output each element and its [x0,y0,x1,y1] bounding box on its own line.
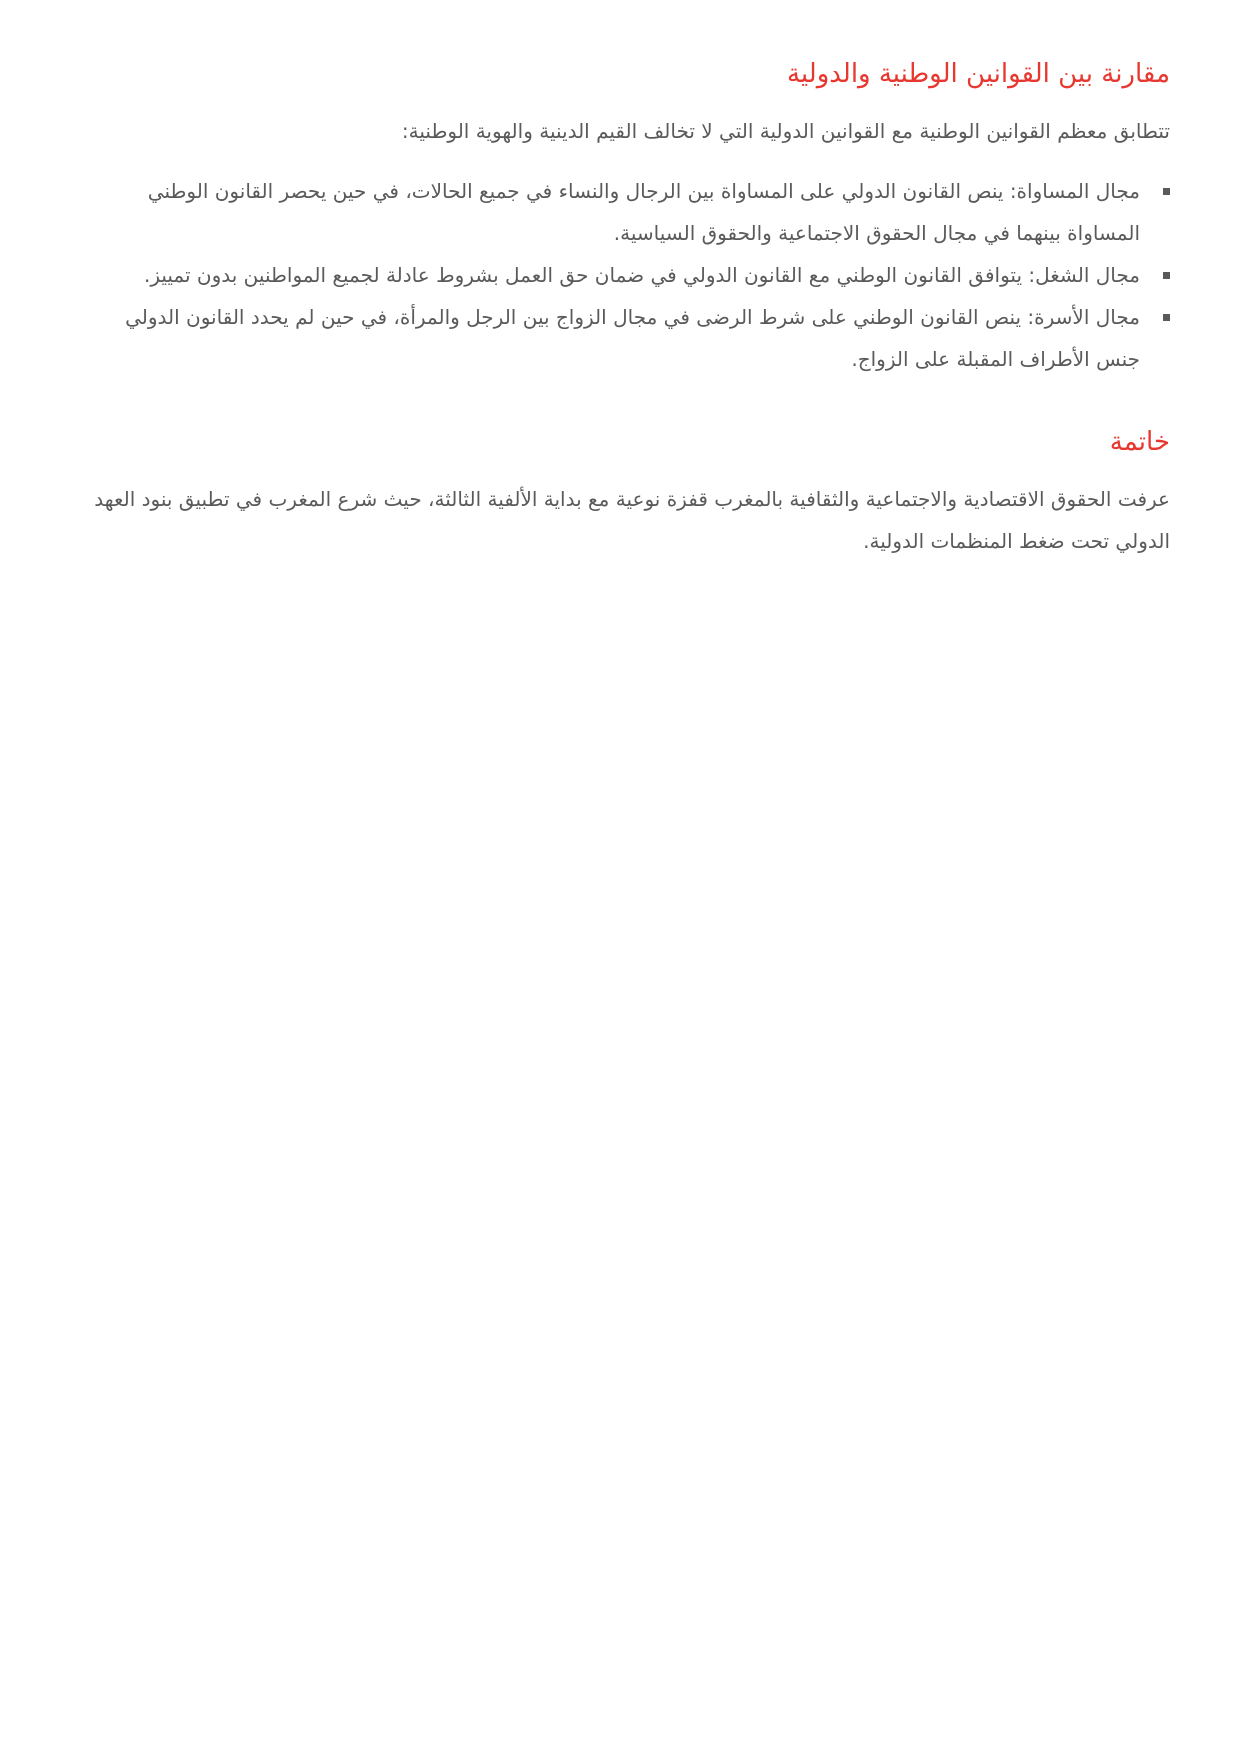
conclusion-paragraph: عرفت الحقوق الاقتصادية والاجتماعية والثقافية بالمغرب قفزة نوعية مع بداية الألفية الثالثة، حيث شرع المغرب في تطبيق بنود العهد الدولي تحت ضغط المنظمات الدولية. [94,487,1170,553]
list-item-text: مجال المساواة: ينص القانون الدولي على المساواة بين الرجال والنساء في جميع الحالات، في حين يحصر القانون الوطني المساواة بينهما في مجال الحقوق الاجتماعية والحقوق السياسية. [147,179,1140,245]
comparison-list [80,170,1170,380]
list-item-text: مجال الأسرة: ينص القانون الوطني على شرط الرضى في مجال الزواج بين الرجل والمرأة، في حين لم يحدد القانون الدولي جنس الأطراف المقبلة على الزواج. [125,305,1140,371]
list-item-equality [80,170,1140,254]
list-item-family [80,296,1140,380]
list-item-text: مجال الشغل: يتوافق القانون الوطني مع القانون الدولي في ضمان حق العمل بشروط عادلة لجميع المواطنين بدون تمييز. [143,263,1140,287]
list-item-work [80,254,1140,296]
section-heading-comparison: مقارنة بين القوانين الوطنية والدولية [786,59,1170,89]
intro-paragraph: تتطابق معظم القوانين الوطنية مع القوانين الدولية التي لا تخالف القيم الدينية والهوية الوطنية: [401,119,1170,143]
square-bullet-icon [1163,272,1170,279]
square-bullet-icon [1163,188,1170,195]
square-bullet-icon [1163,314,1170,321]
section-heading-conclusion: خاتمة [1109,427,1170,457]
